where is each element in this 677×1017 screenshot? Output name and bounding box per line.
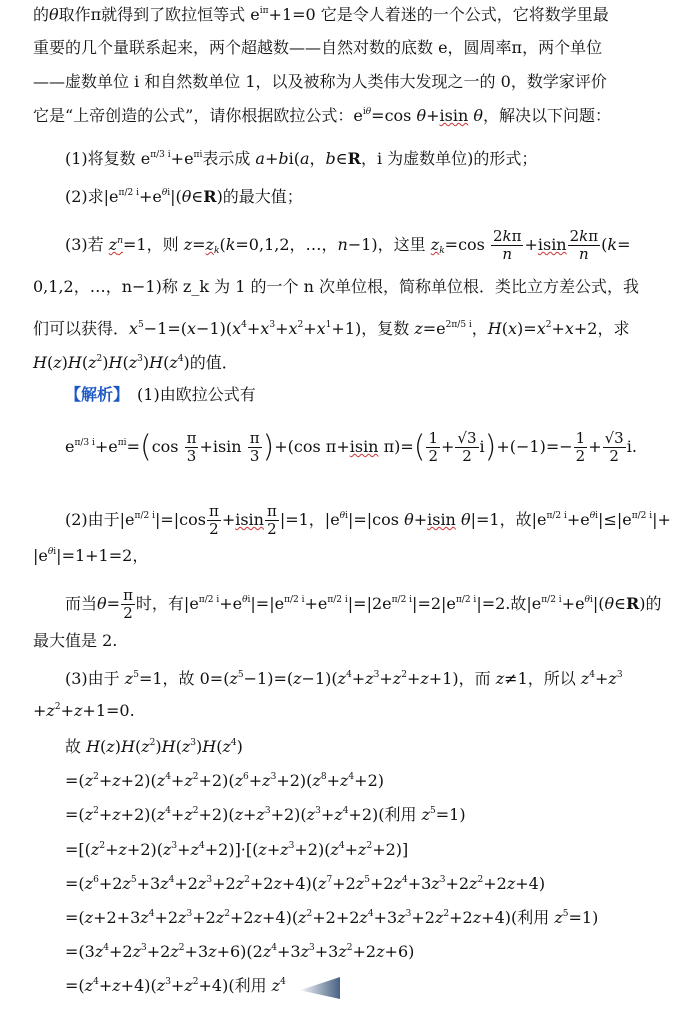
solution-part-3-line-9: $=(3z^4+2z^3+2z^2+3z+6)(2z^4+3z^3+3z^2+2z+6)$ [65, 942, 415, 961]
solution-heading [65, 384, 647, 406]
solution-part-3-line-4: $=(z^2+z+2)(z^4+z^2+2)(z^6+z^3+2)(z^8+z^4+2)$ [65, 771, 384, 790]
solution-tag: 【解析】 [65, 385, 122, 404]
solution-part-3-line-10: $=(z^4+z+4)(z^3+z^2+4)$(利用 $z^4$ [65, 976, 286, 995]
solution-part-3-line-5: $=(z^2+z+2)(z^4+z^2+2)(z+z^3+2)(z^3+z^4+2)$(利用 $z^5=1$) [65, 805, 466, 824]
solution-part-3-line-6: $=[(z^2+z+2)(z^3+z^4+2)]\cdot[(z+z^3+2)(z^4+z^2+2)]$ [65, 840, 409, 859]
question-3-line-2: 0,1,2，…，n−1)称 z_k 为 1 的一个 n 次单位根，简称单位根．类比立方差公式，我 [33, 277, 639, 296]
solution-part-2-line-2: $|e^{\theta i}|=1+1=2$， [33, 546, 149, 565]
intro-line-2: 重要的几个量联系起来，两个超越数——自然对数的底数 e，圆周率π，两个单位 [33, 38, 603, 57]
solution-part-2-line-4: 最大值是 2. [33, 631, 118, 650]
question-2: (2)求$|e^{\pi/2 i}+e^{\theta i}|(\theta\in R)$的最大值； [65, 187, 303, 206]
solution-part-1-formula: $e^{\pi/3 i}+e^{\pi i}=(\cos$ $\frac{\pi}{3}$ +isin $\frac{\pi}{3}$ )+(cos π+isin π)=( $\frac{1}{2}$ + $\frac{√3}{2}$ i)+(−1)=− $\frac{1}{2}$ + $\frac{√3}{2}$ i. [65, 429, 637, 465]
question-3-line-3: 们可以获得．$x^5-1=(x-1)(x^4+x^3+x^2+x^1+1)$，复数 $z=e^{2\pi/5 i}$，$H(x)=x^2+x+2$，求 [33, 319, 630, 338]
solution-part-3-line-7: $=(z^6+2z^5+3z^4+2z^3+2z^2+2z+4)(z^7+2z^5+2z^4+3z^3+2z^2+2z+4)$ [65, 874, 546, 893]
intro-line-3: ——虚数单位 i 和自然数单位 1，以及被称为人类伟大发现之一的 0，数学家评价 [33, 72, 607, 91]
solution-part-3-line-3: 故 $H(z)H(z^2)H(z^3)H(z^4)$ [65, 737, 243, 756]
solution-part-2-line-3: 而当θ= $\frac{\pi}{2}$ 时，有$|e^{\pi/2 i}+e^{\theta i}|=|e^{\pi/2 i}+e^{\pi/2 i}|=|2e^{\pi/2 i}|=2|e^{\pi/2 i}|=2$.故$|e^{\pi/2 i}+e^{\theta i}|(\theta\in R)$的 [65, 586, 662, 622]
solution-part-2-line-1: (2)由于$|e^{\pi/2 i}|=|\cos$ $\frac{\pi}{2}$ +isin $\frac{\pi}{2}$ |=1，$|e^{\theta i}|=|\cos$ θ+isin θ|=1，故$|e^{\pi/2 i}+e^{\theta i}|\le|e^{\pi/2 i}|+$ [65, 502, 671, 538]
solution-part-3-line-2: $+z^2+z+1=0$. [33, 701, 135, 720]
intro-line-1: 的θ取作π就得到了欧拉恒等式 $e^{i\pi}+1=0$ 它是令人着迷的一个公式，它将数学里最 [33, 5, 609, 24]
solution-part-1-head: (1)由欧拉公式有 [137, 385, 256, 404]
solution-part-3-line-8: $=(z+2+3z^4+2z^3+2z^2+2z+4)(z^2+2+2z^4+3z^3+2z^2+2z+4)$(利用 $z^5=1$) [65, 908, 599, 927]
question-3-line-4: $H(z)H(z^2)H(z^3)H(z^4)$的值． [33, 353, 238, 372]
question-1: (1)将复数 $e^{\pi/3 i}+e^{\pi i}$表示成 a+bi(a，b∈R，i 为虚数单位)的形式； [65, 149, 538, 168]
question-3-line-1: (3)若 $z^n=1$，则 $z=z_k(k=0,1,2$，…，n−1)，这里 $z_k=\cos$ $\frac{2k\pi}{n}$ +isin $\frac{2k\pi}{n}$ (k= [65, 227, 631, 263]
solution-part-3-line-1: (3)由于 $z^5=1$，故 $0=(z^5-1)=(z-1)(z^4+z^3+z^2+z+1)$，而 z≠1，所以 $z^4+z^3$ [65, 669, 623, 688]
intro-line-4: 它是“上帝创造的公式”，请你根据欧拉公式：$e^{i\theta}=\cos$ θ+isin θ，解决以下问题： [33, 106, 611, 125]
